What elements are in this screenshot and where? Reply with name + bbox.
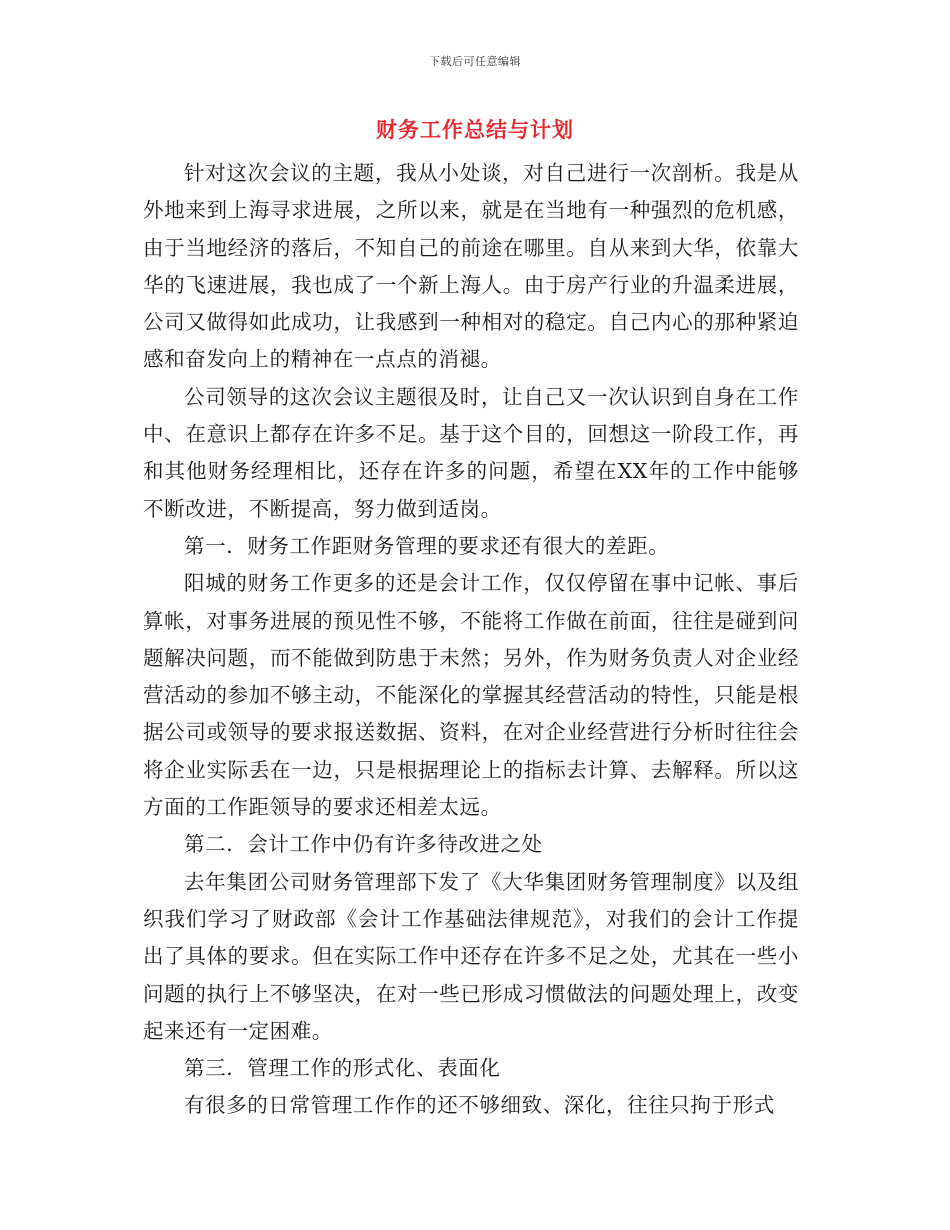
paragraph-first-point: 阳城的财务工作更多的还是会计工作，仅仅停留在事中记帐、事后算帐，对事务进展的预见性不够，不能将工作做在前面，往往是碰到问题解决问题，而不能做到防患于未然；另外，作为财务负责人对企业经营活动的参加不够主动，不能深化的掌握其经营活动的特性，只能是根据公司或领导的要求报送数据、资料，在对企业经营进行分析时往往会将企业实际丢在一边，只是根据理论上的指标去计算、去解释。所以这方面的工作距领导的要求还相差太远。 <box>143 571 799 820</box>
document-title: 财务工作总结与计划 <box>376 117 574 142</box>
paragraph-meeting: 公司领导的这次会议主题很及时，让自己又一次认识到自身在工作中、在意识上都存在许多不足。基于这个目的，回想这一阶段工作，再和其他财务经理相比，还存在许多的问题，希望在XX年的工作中能够不断改进，不断提高，努力做到适岗。 <box>143 384 799 521</box>
paragraph-third-point: 有很多的日常管理工作作的还不够细致、深化，往往只拘于形式 <box>184 1093 775 1118</box>
document-body <box>143 155 799 1125</box>
paragraph-intro: 针对这次会议的主题，我从小处谈，对自己进行一次剖析。我是从外地来到上海寻求进展，之所以来，就是在当地有一种强烈的危机感，由于当地经济的落后，不知自己的前途在哪里。自从来到大华，依靠大华的飞速进展，我也成了一个新上海人。由于房产行业的升温柔进展，公司又做得如此成功，让我感到一种相对的稳定。自己内心的那种紧迫感和奋发向上的精神在一点点的消褪。 <box>143 161 799 372</box>
heading-first-point: 第一．财务工作距财务管理的要求还有很大的差距。 <box>184 533 670 558</box>
heading-third-point: 第三．管理工作的形式化、表面化 <box>184 1056 501 1081</box>
paragraph-second-point: 去年集团公司财务管理部下发了《大华集团财务管理制度》以及组织我们学习了财政部《会计工作基础法律规范》，对我们的会计工作提出了具体的要求。但在实际工作中还存在许多不足之处，尤其在一些小问题的执行上不够坚决，在对一些已形成习惯做法的问题处理上，改变起来还有一定困难。 <box>143 869 799 1043</box>
heading-second-point: 第二．会计工作中仍有许多待改进之处 <box>184 832 543 857</box>
header-note: 下载后可任意编辑 <box>429 55 521 68</box>
